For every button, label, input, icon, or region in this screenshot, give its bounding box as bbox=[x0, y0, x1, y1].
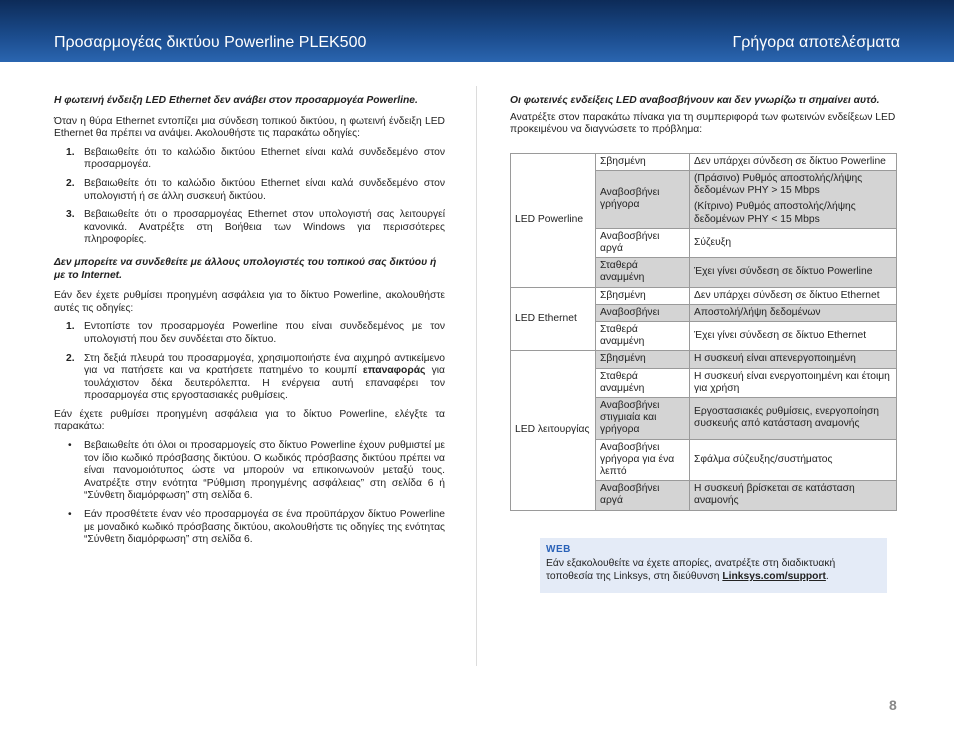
page-header bbox=[0, 0, 954, 62]
network-connect-steps bbox=[54, 321, 445, 403]
bullet-text: Βεβαιωθείτε ότι όλοι οι προσαρμογείς στο δίκτυο Powerline έχουν ρυθμιστεί με τον ίδιο κωδικό πρόσβασης δικτύου. Ο κωδικός πρόσβασης δικτύου πρέπει να είναι πανομοιότυπος ώστε να μπορούν να επικοινωνούν μεταξύ τους. Ανατρέξτε στην ενότητα “Ρύθμιση προηγμένης ασφάλειας” στη σελίδα 6 ή “Σύνθετη διαμόρφωση” στη σελίδα 6. bbox=[84, 440, 445, 502]
bullet-icon: • bbox=[68, 509, 72, 521]
bullet-icon: • bbox=[68, 440, 72, 452]
step-number: 3. bbox=[66, 209, 75, 221]
step-text-start: Στη δεξιά πλευρά του προσαρμογέα, χρησιμοποιήστε ένα αιχμηρό αντικείμενο για να πατήσετε και να κρατήσετε πατημένο το κουμπί bbox=[84, 352, 445, 377]
description-cell: Έχει γίνει σύνδεση σε δίκτυο Ethernet bbox=[690, 322, 897, 351]
state-cell: Αναβοσβήνει bbox=[596, 304, 690, 321]
web-text-end: . bbox=[825, 571, 829, 582]
description-cell: (Κίτρινο) Ρυθμός αποστολής/λήψης δεδομένων PHY < 15 Mbps bbox=[690, 199, 897, 228]
state-cell: Αναβοσβήνει γρήγορα για ένα λεπτό bbox=[596, 439, 690, 481]
step-text-end: για τουλάχιστον δέκα δευτερόλεπτα. Η ενέργεια αυτή επαναφέρει τον προσαρμογέα στις εργοστασιακές ρυθμίσεις. bbox=[84, 365, 445, 402]
state-cell: Αναβοσβήνει αργά bbox=[596, 228, 690, 257]
description-cell: (Πράσινο) Ρυθμός αποστολής/λήψης δεδομένων PHY > 15 Mbps bbox=[690, 170, 897, 199]
web-text bbox=[546, 557, 881, 584]
list-item bbox=[54, 178, 445, 203]
web-label: WEB bbox=[546, 544, 571, 555]
description-cell: Έχει γίνει σύνδεση σε δίκτυο Powerline bbox=[690, 258, 897, 287]
step-text: Βεβαιωθείτε ότι ο προσαρμογέας Ethernet στον υπολογιστή σας λειτουργεί κανονικά. Ανατρέξτε στη Βοήθεια των Windows για περισσότερες πληροφορίες. bbox=[84, 209, 445, 246]
list-item bbox=[54, 353, 445, 403]
section-title: Γρήγορα αποτελέσματα bbox=[732, 34, 900, 51]
description-cell: Σύζευξη bbox=[690, 228, 897, 257]
list-item bbox=[54, 209, 445, 247]
state-cell: Σταθερά αναμμένη bbox=[596, 368, 690, 397]
step-text: Εντοπίστε τον προσαρμογέα Powerline που είναι συνδεδεμένος με τον υπολογιστή που δεν συνδέεται στο δίκτυο. bbox=[84, 321, 445, 345]
description-cell: Σφάλμα σύζευξης/συστήματος bbox=[690, 439, 897, 481]
description-cell: Η συσκευή είναι απενεργοποιημένη bbox=[690, 351, 897, 368]
state-cell: Σβησμένη bbox=[596, 287, 690, 304]
document-title: Προσαρμογέας δικτύου Powerline PLEK500 bbox=[54, 34, 367, 51]
list-item bbox=[54, 321, 445, 346]
description-cell: Εργοστασιακές ρυθμίσεις, ενεργοποίηση συσκευής από κατάσταση αναμονής bbox=[690, 398, 897, 440]
state-cell: Σβησμένη bbox=[596, 351, 690, 368]
table-row bbox=[511, 153, 897, 170]
right-column bbox=[510, 95, 898, 511]
state-cell: Αναβοσβήνει αργά bbox=[596, 481, 690, 510]
bullet-text: Εάν προσθέτετε έναν νέο προσαρμογέα σε ένα προϋπάρχον δίκτυο Powerline με μοναδικό κωδικό πρόσβασης δικτύου, ακολουθήστε τις οδηγίες της ενότητας “Σύνθετη διαμόρφωση” στη σελίδα 6. bbox=[84, 509, 445, 546]
step-number: 2. bbox=[66, 177, 75, 189]
led-ethernet-label: LED Ethernet bbox=[511, 287, 596, 351]
advanced-security-intro: Εάν έχετε ρυθμίσει προηγμένη ασφάλεια για το δίκτυο Powerline, ελέγξτε τα παρακάτω: bbox=[54, 408, 445, 433]
support-link[interactable]: Linksys.com/support bbox=[722, 571, 826, 582]
left-column bbox=[54, 95, 445, 553]
state-cell: Αναβοσβήνει στιγμιαία και γρήγορα bbox=[596, 398, 690, 440]
ethernet-led-heading: Η φωτεινή ένδειξη LED Ethernet δεν ανάβει στον προσαρμογέα Powerline. bbox=[54, 95, 418, 106]
state-cell: Σταθερά αναμμένη bbox=[596, 258, 690, 287]
description-cell: Αποστολή/λήψη δεδομένων bbox=[690, 304, 897, 321]
table-row bbox=[511, 351, 897, 368]
led-blink-heading: Οι φωτεινές ενδείξεις LED αναβοσβήνουν και δεν γνωρίζω τι σημαίνει αυτό. bbox=[510, 95, 880, 106]
table-row bbox=[511, 287, 897, 304]
step-text: Βεβαιωθείτε ότι το καλώδιο δικτύου Ethernet είναι καλά συνδεδεμένο στον προσαρμογέα. bbox=[84, 146, 445, 171]
ethernet-led-intro: Όταν η θύρα Ethernet εντοπίζει μια σύνδεση τοπικού δικτύου, η φωτεινή ένδειξη LED Ethernet θα πρέπει να ανάψει. Ακολουθήστε τις παρακάτω οδηγίες: bbox=[54, 115, 445, 140]
step-text: Βεβαιωθείτε ότι το καλώδιο δικτύου Ethernet είναι καλά συνδεδεμένο στον υπολογιστή ή σε άλλη συσκευή δικτύου. bbox=[84, 177, 445, 202]
state-cell: Σβησμένη bbox=[596, 153, 690, 170]
led-blink-intro: Ανατρέξτε στον παρακάτω πίνακα για τη συμπεριφορά των φωτεινών ενδείξεων LED προκειμένου να διαγνώσετε το πρόβλημα: bbox=[510, 111, 896, 136]
led-power-label: LED λειτουργίας bbox=[511, 351, 596, 510]
list-item bbox=[54, 440, 445, 503]
step-number: 2. bbox=[66, 352, 75, 364]
step-number: 1. bbox=[66, 321, 75, 333]
step-number: 1. bbox=[66, 146, 75, 158]
list-item bbox=[54, 147, 445, 172]
led-behavior-table bbox=[510, 153, 897, 511]
page-number: 8 bbox=[889, 697, 897, 713]
network-connect-intro: Εάν δεν έχετε ρυθμίσει προηγμένη ασφάλεια για το δίκτυο Powerline, ακολουθήστε αυτές τις οδηγίες: bbox=[54, 290, 445, 314]
led-powerline-label: LED Powerline bbox=[511, 153, 596, 287]
description-cell: Η συσκευή βρίσκεται σε κατάσταση αναμονής bbox=[690, 481, 897, 510]
column-divider bbox=[476, 86, 477, 666]
web-info-box bbox=[540, 538, 887, 593]
state-cell: Αναβοσβήνει γρήγορα bbox=[596, 170, 690, 228]
list-item bbox=[54, 509, 445, 547]
web-text-body: Εάν εξακολουθείτε να έχετε απορίες, ανατρέξτε στη διαδικτυακή τοποθεσία της Linksys, στη διεύθυνση bbox=[546, 557, 836, 582]
description-cell: Δεν υπάρχει σύνδεση σε δίκτυο Ethernet bbox=[690, 287, 897, 304]
description-cell: Η συσκευή είναι ενεργοποιημένη και έτοιμη για χρήση bbox=[690, 368, 897, 397]
ethernet-led-steps bbox=[54, 147, 445, 247]
network-connect-heading: Δεν μπορείτε να συνδεθείτε με άλλους υπολογιστές του τοπικού σας δικτύου ή με το Internet. bbox=[54, 256, 437, 281]
description-cell: Δεν υπάρχει σύνδεση σε δίκτυο Powerline bbox=[690, 153, 897, 170]
advanced-security-bullets bbox=[54, 440, 445, 547]
state-cell: Σταθερά αναμμένη bbox=[596, 322, 690, 351]
reset-keyword: επαναφοράς bbox=[362, 365, 426, 377]
